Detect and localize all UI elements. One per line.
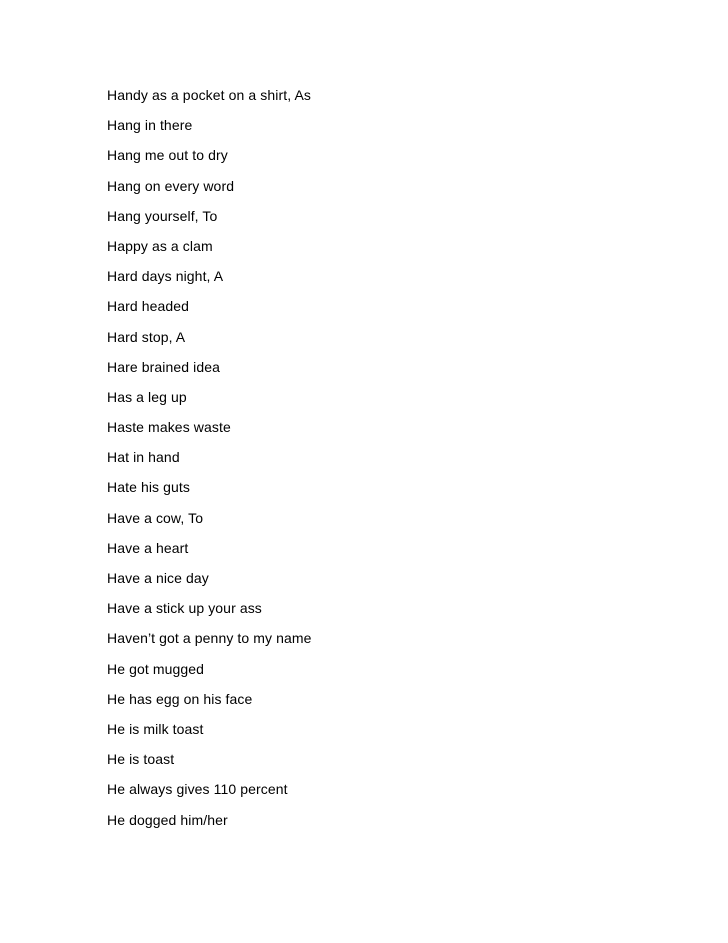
phrase-line: Hard days night, A xyxy=(107,268,224,285)
phrase-line: Hat in hand xyxy=(107,449,180,466)
phrase-line: He dogged him/her xyxy=(107,811,228,828)
phrase-line: Have a heart xyxy=(107,539,189,556)
phrase-line: Hard stop, A xyxy=(107,328,186,345)
phrase-line: He is milk toast xyxy=(107,720,204,737)
phrase-line: Has a leg up xyxy=(107,388,187,405)
phrase-line: Have a cow, To xyxy=(107,509,204,526)
phrase-line: Hard headed xyxy=(107,298,190,315)
phrase-line: Hare brained idea xyxy=(107,358,220,375)
phrase-line: Handy as a pocket on a shirt, As xyxy=(107,87,311,103)
phrase-line: Haste makes waste xyxy=(107,419,231,436)
phrase-line: Hang in there xyxy=(107,117,193,134)
phrase-line: He is toast xyxy=(107,751,175,768)
phrase-line: Haven’t got a penny to my name xyxy=(107,630,312,647)
phrase-line: Happy as a clam xyxy=(107,237,213,254)
phrase-line: Have a stick up your ass xyxy=(107,600,262,617)
phrase-line: He got mugged xyxy=(107,660,205,677)
phrase-line: Hang on every word xyxy=(107,177,235,194)
phrase-line: Have a nice day xyxy=(107,570,209,586)
phrase-list xyxy=(107,85,312,840)
phrase-line: Hate his guts xyxy=(107,479,191,496)
phrase-line: He always gives 110 percent xyxy=(107,781,288,798)
phrase-line: Hang yourself, To xyxy=(107,207,218,224)
phrase-line: Hang me out to dry xyxy=(107,147,228,164)
phrase-line: He has egg on his face xyxy=(107,690,253,707)
